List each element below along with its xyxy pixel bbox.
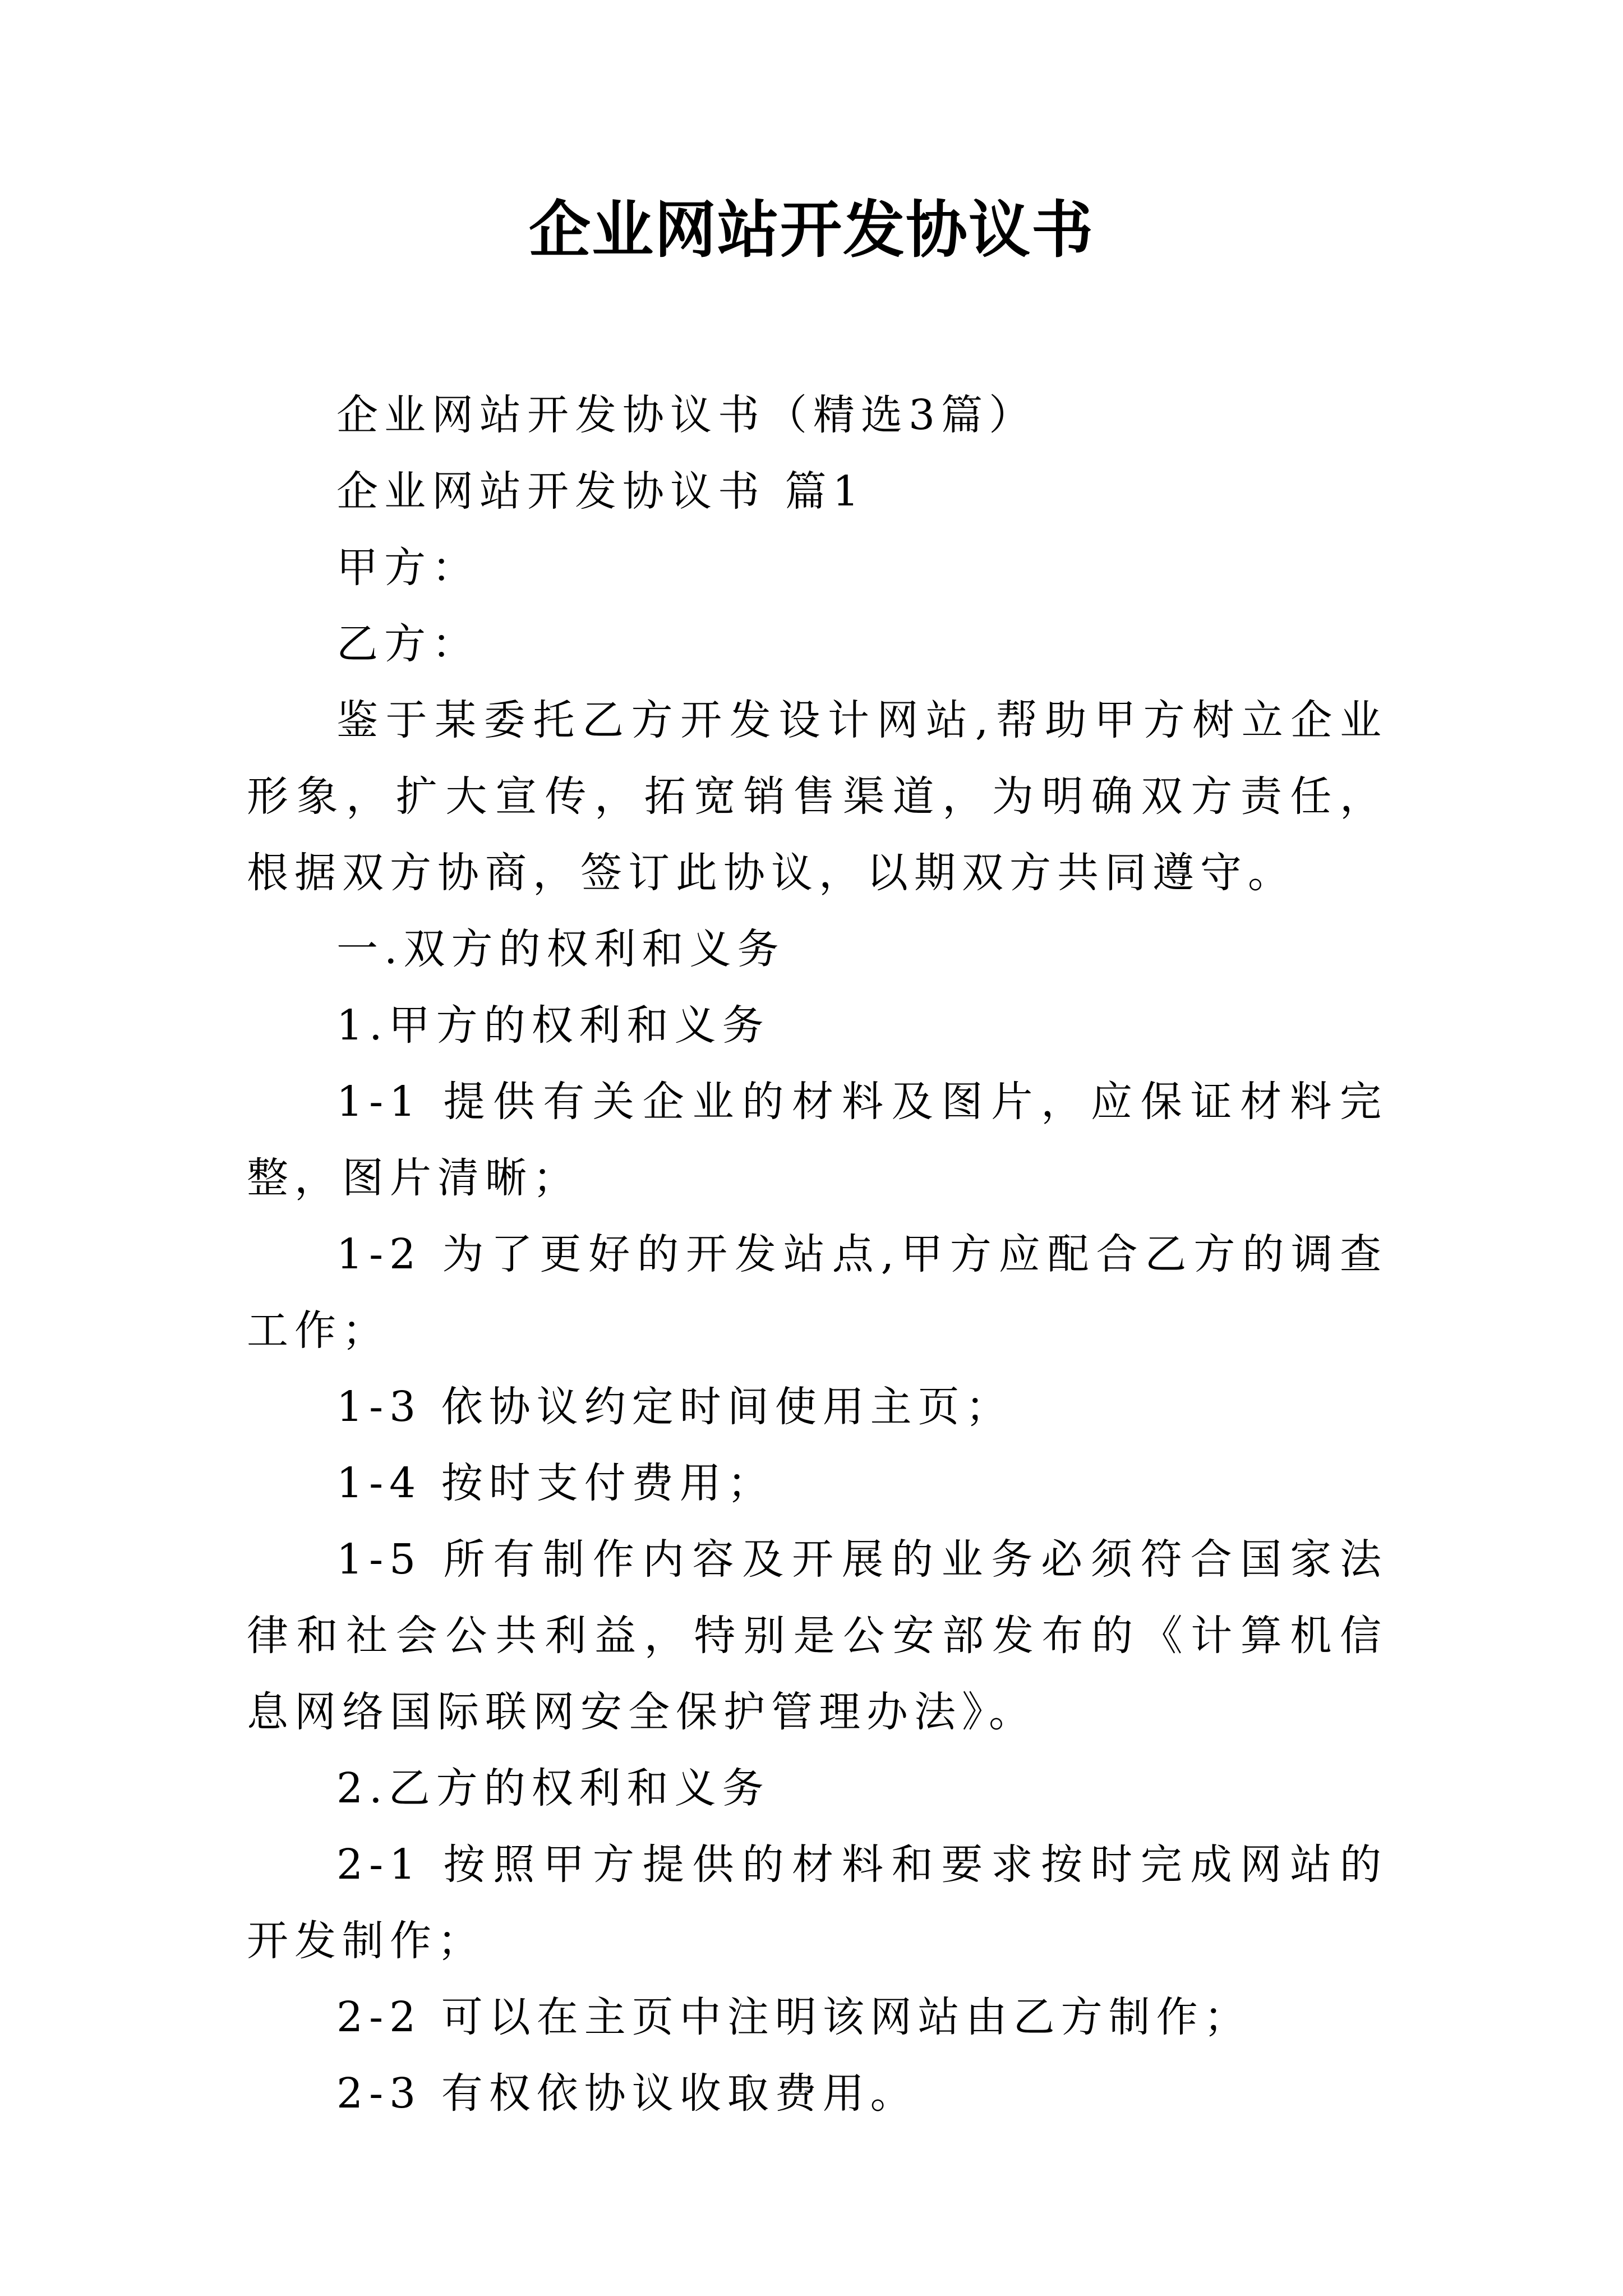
paragraph-item-2-1: 2-1 按照甲方提供的材料和要求按时完成网站的开发制作； (247, 1841, 1387, 1965)
paragraph-item-1-5: 1-5 所有制作内容及开展的业务必须符合国家法律和社会公共利益，特别是公安部发布的《计算机信息网络国际联网安全保护管理办法》。 (247, 1535, 1387, 1736)
paragraph-item-2-3: 2-3 有权依协议收取费用。 (336, 2069, 918, 2118)
paragraph-item-1-2: 1-2 为了更好的开发站点,甲方应配合乙方的调查工作； (247, 1230, 1387, 1355)
paragraph-party-b-rights-heading: 2.乙方的权利和义务 (336, 1764, 770, 1812)
paragraph-item-1-4: 1-4 按时支付费用； (336, 1459, 775, 1507)
document-title: 企业网站开发协议书 (529, 194, 1094, 266)
paragraph-subtitle: 企业网站开发协议书（精选3篇） (336, 391, 1037, 439)
paragraph-preamble: 鉴于某委托乙方开发设计网站,帮助甲方树立企业形象，扩大宣传，拓宽销售渠道，为明确双方责任，根据双方协商，签订此协议，以期双方共同遵守。 (247, 696, 1387, 897)
paragraph-clause-heading: 一.双方的权利和义务 (336, 925, 785, 973)
paragraph-party-a: 甲方： (336, 544, 479, 592)
paragraph-item-1-1: 1-1 提供有关企业的材料及图片，应保证材料完整，图片清晰； (247, 1078, 1387, 1202)
paragraph-item-2-2: 2-2 可以在主页中注明该网站由乙方制作； (336, 1993, 1252, 2041)
document-body (247, 377, 1387, 2132)
paragraph-section-heading: 企业网站开发协议书 篇1 (336, 467, 865, 516)
paragraph-party-b: 乙方： (336, 620, 479, 668)
paragraph-party-a-rights-heading: 1.甲方的权利和义务 (336, 1001, 770, 1050)
paragraph-item-1-3: 1-3 依协议约定时间使用主页； (336, 1383, 1013, 1431)
